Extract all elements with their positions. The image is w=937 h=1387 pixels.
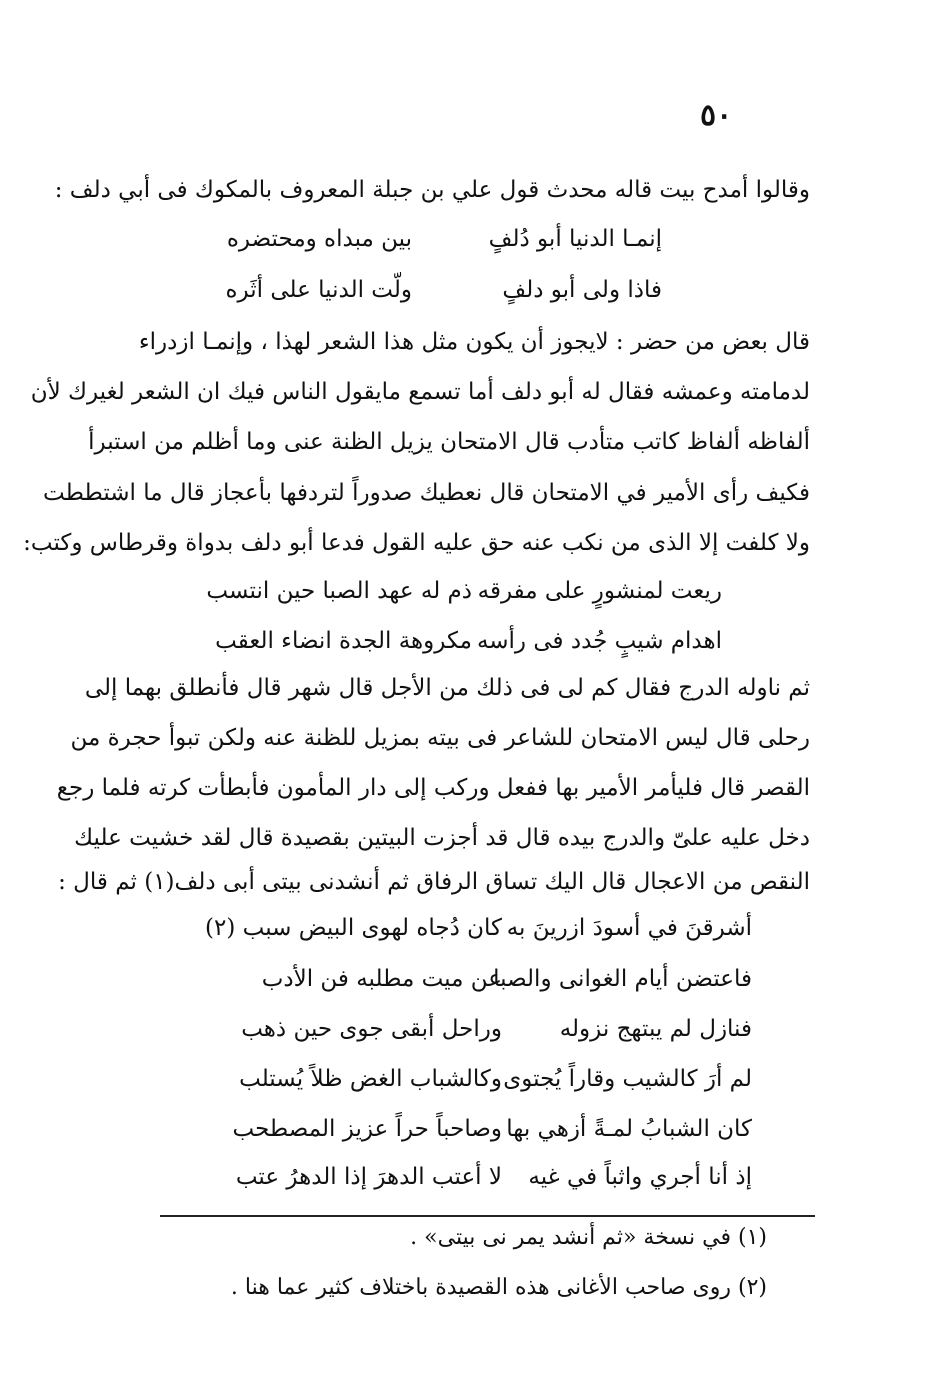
poem-line1-right: أشرقنَ في أسودَ ازرينَ به [506, 915, 752, 941]
para2-line: رحلى قال ليس الامتحان للشاعر فى بيته بمزيل للظنة عنه ولكن تبوأ حجرة من [70, 725, 810, 751]
intro-line: وقالوا أمدح بيت قاله محدث قول علي بن جبلة المعروف بالمكوك فى أبي دلف : [54, 177, 810, 203]
verse1-line2-left: ولّت الدنيا على أثَره [225, 277, 412, 303]
verse1-line1-left: بين مبداه ومحتضره [226, 226, 412, 252]
verse2-line1-left: ذم له عهد الصبا حين انتسب [206, 578, 472, 604]
poem-line3-right: فنازل لم يبتهج نزوله [559, 1016, 752, 1042]
verse2-line1-right: ريعت لمنشورٍ على مفرقه [477, 578, 722, 604]
poem-line3-left: وراحل أبقى جوى حين ذهب [241, 1016, 502, 1042]
verse2-line2-right: اهدام شيبٍ جُدد فى رأسه [476, 628, 722, 654]
para2-line: النقص من الاعجال قال اليك تساق الرفاق ثم أنشدنى بيتى أبى دلف(١) ثم قال : [58, 869, 810, 895]
poem-line6-right: إذ أنا أجري واثباً في غيه [528, 1164, 752, 1190]
para1-line: قال بعض من حضر : لايجوز أن يكون مثل هذا الشعر لهذا ، وإنمـا ازدراء [138, 329, 810, 355]
para1-line: فكيف رأى الأمير في الامتحان قال نعطيك صدوراً لتردفها بأعجاز قال ما اشتططت [43, 480, 810, 506]
para1-line: ولا كلفت إلا الذى من نكب عنه حق عليه القول فدعا أبو دلف بدواة وقرطاس وكتب: [23, 530, 810, 556]
poem-line1-left: كان دُجاه لهوى البيض سبب (٢) [205, 915, 502, 941]
para1-line: لدمامته وعمشه فقال له أبو دلف أما تسمع مايقول الناس فيك ان الشعر لغيرك لأن [30, 379, 810, 405]
verse1-line1-right: إنمـا الدنيا أبو دُلفٍ [488, 226, 662, 252]
poem-line5-right: كان الشبابُ لمـةً أزهي بها [506, 1116, 752, 1142]
poem-line2-right: فاعتضن أيام الغوانى والصبا [493, 966, 752, 992]
para2-line: دخل عليه علىّ والدرج بيده قال قد أجزت البيتين بقصيدة قال لقد خشيت عليك [74, 825, 810, 851]
footnote-2: (٢) روى صاحب الأغانى هذه القصيدة باختلاف كثير عما هنا . [230, 1275, 767, 1300]
footnote-divider [160, 1215, 815, 1217]
poem-line6-left: لا أعتب الدهرَ إذا الدهرُ عتب [235, 1164, 502, 1190]
poem-line4-left: وكالشباب الغض ظلاً يُستلب [239, 1066, 502, 1092]
para1-line: ألفاظه ألفاظ كاتب متأدب قال الامتحان يزيل الظنة عنى وما أظلم من استبرأ [88, 429, 810, 455]
footnote-1: (١) في نسخة «ثم أنشد يمر نى بيتى» . [410, 1225, 767, 1250]
page-number: ٥٠ [700, 98, 733, 133]
poem-line4-right: لم أرَ كالشيب وقاراً يُجتوى [503, 1066, 752, 1092]
para2-line: ثم ناوله الدرج فقال كم لى فى ذلك من الأجل قال شهر قال فأنطلق بهما إلى [84, 675, 810, 701]
verse1-line2-right: فاذا ولى أبو دلفٍ [502, 277, 662, 303]
poem-line5-left: وصاحباً حراً عزيز المصطحب [232, 1116, 502, 1142]
para2-line: القصر قال فليأمر الأمير بها ففعل وركب إلى دار المأمون فأبطأت كرته فلما رجع [56, 775, 810, 801]
poem-line2-left: عن ميت مطلبه فن الأدب [261, 966, 502, 992]
verse2-line2-left: مكروهة الجدة انضاء العقب [215, 628, 472, 654]
